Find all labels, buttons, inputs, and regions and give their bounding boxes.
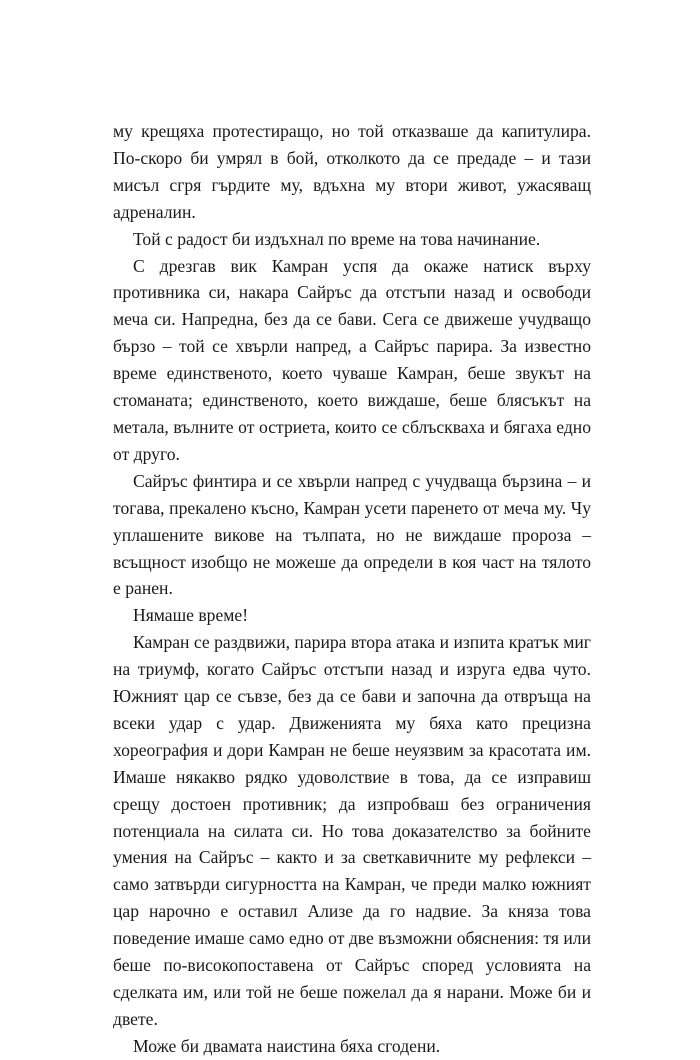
page-body (113, 118, 591, 1060)
paragraph: Може би двамата наистина бяха сгодени. (133, 1035, 441, 1056)
paragraph: Сайръс финтира и се хвърли напред с учудваща бързина – и тогава, прекалено късно, Камран усети паренето от меча му. Чу уплашените викове на тълпата, но не виждаше пророза – всъщност изобщо не можеше да определи в коя част на тялото е ранен. (113, 470, 591, 599)
paragraph: Камран се раздвижи, парира втора атака и изпита кратък миг на триумф, когато Сайръс отстъпи назад и изруга едва чуто. Южният цар се съвзе, без да се бави и започна да отвръща на всеки удар с удар. Движенията му бяха като прецизна хореография и дори Камран не беше неуязвим за красотата им. Имаше някакво рядко удоволствие в това, да се изправиш срещу достоен противник; да изпробваш без ограничения потенциала на силата си. Но това доказателство за бойните умения на Сайръс – както и за светкавичните му рефлекси – само затвърди сигурността на Камран, че преди малко южният цар нарочно е оставил Ализе да го надвие. За княза това поведение имаше само едно от две възможни обяснения: тя или беше по-високопоставена от Сайръс според условията на сделката им, или той не беше пожелал да я нарани. Може би и двете. (113, 632, 591, 1029)
paragraph: С дрезгав вик Камран успя да окаже натиск върху противника си, накара Сайръс да отстъпи назад и освободи меча си. Напредна, без да се бави. Сега се движеше учудващо бързо – той се хвърли напред, а Сайръс парира. За известно време единственото, което чуваше Камран, беше звукът на стоманата; единственото, което виждаше, беше блясъкът на метала, вълните от остриета, които се сблъскваха и бягаха едно от друго. (113, 255, 591, 464)
paragraph: му крещяха протестиращо, но той отказваше да капитулира. По-скоро би умрял в бой, отколкото да се предаде – и тази мисъл сгря гърдите му, вдъхна му втори живот, ужасяващ адреналин. (113, 121, 591, 222)
paragraph: Той с радост би издъхнал по време на това начинание. (133, 228, 541, 249)
paragraph: Нямаше време! (133, 605, 249, 626)
